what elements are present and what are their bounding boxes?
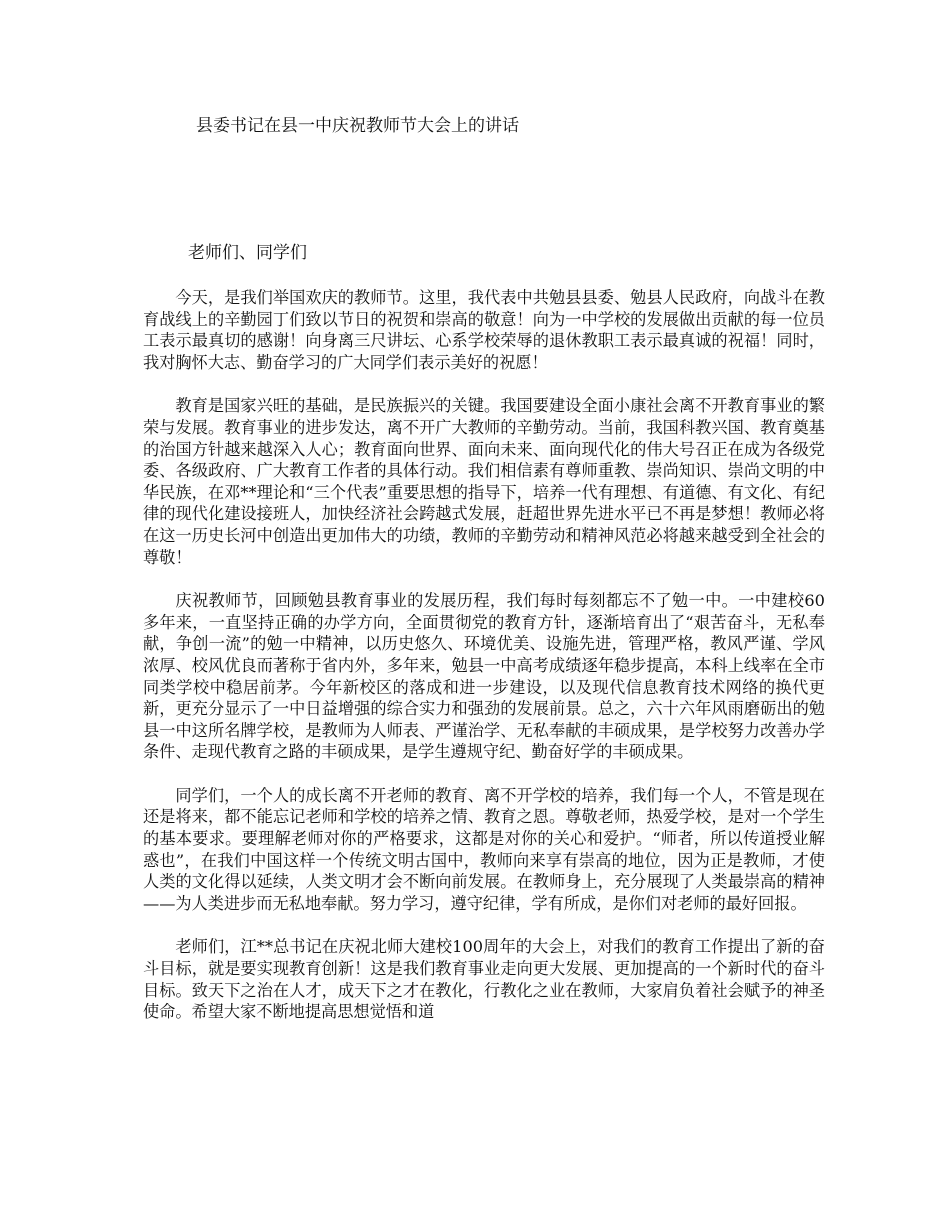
salutation: 老师们、同学们 [188,243,307,263]
paragraph: 老师们，江**总书记在庆祝北师大建校100周年的大会上，对我们的教育工作提出了新的奋斗目标，就是要实现教育创新！这是我们教育事业走向更大发展、更加提高的一个新时代的奋斗目标。致天下之治在人才，成天下之才在教化，行教化之业在教师，大家肩负着社会赋予的神圣使命。希望大家不断地提高思想觉悟和道 [143,937,825,1022]
paragraph: 庆祝教师节，回顾勉县教育事业的发展历程，我们每时每刻都忘不了勉一中。一中建校60多年来，一直坚持正确的办学方向，全面贯彻党的教育方针，逐渐培育出了“艰苦奋斗，无私奉献，争创一流”的勉一中精神，以历史悠久、环境优美、设施先进，管理严格，教风严谨、学风浓厚、校风优良而著称于省内外，多年来，勉县一中高考成绩逐年稳步提高，本科上线率在全市同类学校中稳居前茅。今年新校区的落成和进一步建设，以及现代信息教育技术网络的换代更新，更充分显示了一中日益增强的综合实力和强劲的发展前景。总之，六十六年风雨磨砺出的勉县一中这所名牌学校，是教师为人师表、严谨治学、无私奉献的丰硕成果，是学校努力改善办学条件、走现代教育之路的丰硕成果，是学生遵规守纪、勤奋好学的丰硕成果。 [143,591,825,762]
paragraph: 同学们，一个人的成长离不开老师的教育、离不开学校的培养，我们每一个人，不管是现在还是将来，都不能忘记老师和学校的培养之情、教育之恩。尊敬老师，热爱学校，是对一个学生的基本要求。要理解老师对你的严格要求，这都是对你的关心和爱护。“师者，所以传道授业解惑也”，在我们中国这样一个传统文明古国中，教师向来享有崇高的地位，因为正是教师，才使人类的文化得以延续，人类文明才会不断向前发展。在教师身上，充分展现了人类最崇高的精神——为人类进步而无私地奉献。努力学习，遵守纪律，学有所成，是你们对老师的最好回报。 [143,785,825,913]
paragraph: 教育是国家兴旺的基础，是民族振兴的关键。我国要建设全面小康社会离不开教育事业的繁荣与发展。教育事业的进步发达，离不开广大教师的辛勤劳动。当前，我国科教兴国、教育奠基的治国方针越来越深入人心；教育面向世界、面向未来、面向现代化的伟大号召正在成为各级党委、各级政府、广大教育工作者的具体行动。我们相信素有尊师重教、崇尚知识、崇尚文明的中华民族，在邓**理论和“三个代表”重要思想的指导下，培养一代有理想、有道德、有文化、有纪律的现代化建设接班人，加快经济社会跨越式发展，赶超世界先进水平已不再是梦想！教师必将在这一历史长河中创造出更加伟大的功绩，教师的辛勤劳动和精神风范必将越来越受到全社会的尊敬！ [143,396,825,567]
document-title: 县委书记在县一中庆祝教师节大会上的讲话 [196,116,519,136]
document-body [143,287,825,1045]
paragraph: 今天，是我们举国欢庆的教师节。这里，我代表中共勉县县委、勉县人民政府，向战斗在教育战线上的辛勤园丁们致以节日的祝贺和崇高的敬意！向为一中学校的发展做出贡献的每一位员工表示最真切的感谢！向身离三尺讲坛、心系学校荣辱的退休教职工表示最真诚的祝福！同时，我对胸怀大志、勤奋学习的广大同学们表示美好的祝愿！ [143,288,825,372]
